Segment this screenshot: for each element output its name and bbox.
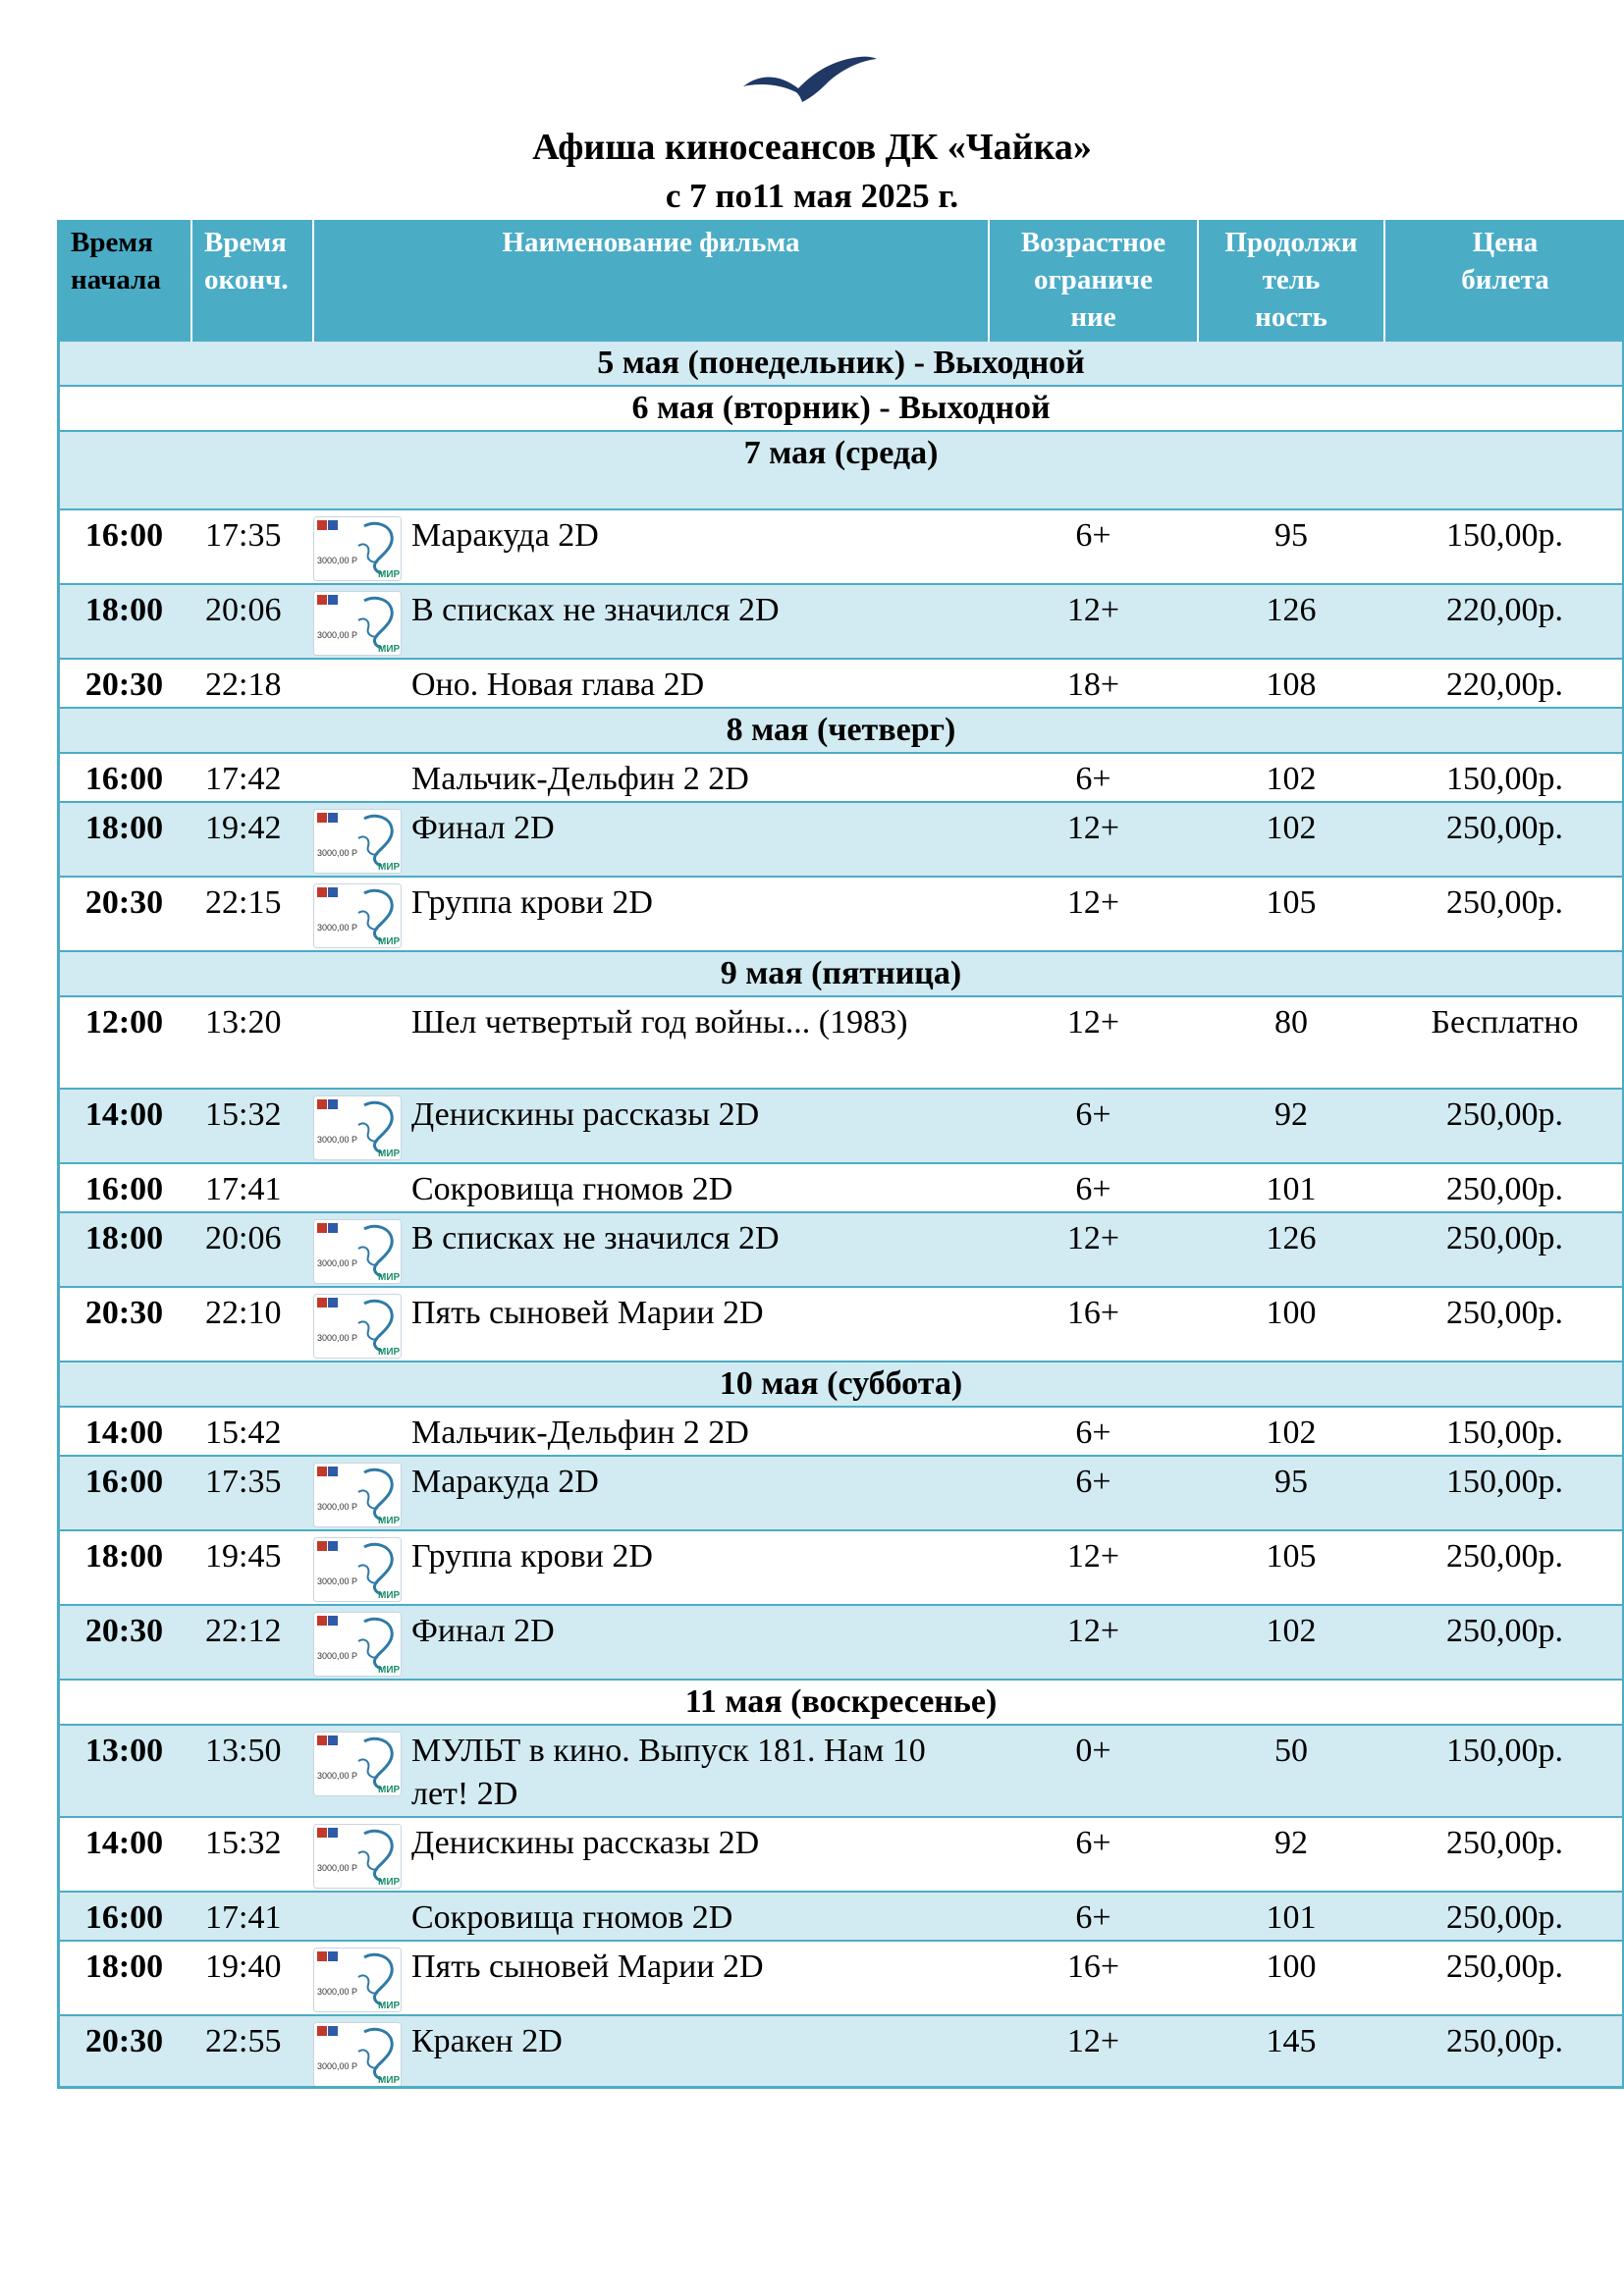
schedule-table [57,220,1624,2089]
showing-row [57,1530,1624,1605]
film-title: Пять сыновей Марии 2D [411,1949,764,1985]
showing-row [57,1287,1624,1362]
svg-text:3000,00 Р: 3000,00 Р [317,556,358,565]
day-label: 8 мая (четверг) [57,708,1624,753]
duration: 100 [1198,1941,1384,2015]
day-header-row [57,386,1624,431]
ticket-price: 150,00р. [1384,509,1624,584]
duration: 101 [1198,1163,1384,1212]
svg-text:3000,00 Р: 3000,00 Р [317,1987,358,1997]
pushkin-card-icon [313,1612,402,1677]
end-time: 17:35 [191,509,313,584]
showing-row [57,2015,1624,2089]
ticket-price: 250,00р. [1384,1089,1624,1163]
showing-row [57,802,1624,877]
age-rating: 18+ [989,659,1198,708]
age-rating: 12+ [989,584,1198,659]
header-age: Возрастное ограниче ние [989,220,1198,341]
pushkin-card-icon [313,1948,402,2012]
start-time: 16:00 [57,1456,191,1530]
pushkin-card-icon [313,1463,402,1527]
day-label: 9 мая (пятница) [57,951,1624,996]
day-header-row [57,1362,1624,1407]
showing-row [57,1163,1624,1212]
seagull-icon [741,51,879,106]
end-time: 17:42 [191,753,313,802]
pushkin-card-icon [313,1219,402,1284]
film-cell [313,877,989,951]
duration: 126 [1198,584,1384,659]
ticket-price: 250,00р. [1384,877,1624,951]
svg-text:3000,00 Р: 3000,00 Р [317,2061,358,2071]
film-title: Маракуда 2D [411,1464,599,1500]
header-price: Цена билета [1384,220,1624,341]
duration: 102 [1198,1605,1384,1680]
film-cell [313,1212,989,1287]
end-time: 15:32 [191,1817,313,1892]
svg-text:МИР: МИР [378,1347,401,1358]
end-time: 19:40 [191,1941,313,2015]
end-time: 20:06 [191,584,313,659]
table-header [57,220,1624,341]
svg-text:МИР: МИР [378,2001,401,2011]
end-time: 19:45 [191,1530,313,1605]
duration: 95 [1198,509,1384,584]
end-time: 22:10 [191,1287,313,1362]
age-rating: 6+ [989,1163,1198,1212]
age-rating: 6+ [989,1407,1198,1456]
film-title: В списках не значился 2D [411,592,780,628]
showing-row [57,1605,1624,1680]
duration: 108 [1198,659,1384,708]
ticket-price: 250,00р. [1384,1530,1624,1605]
ticket-price: 150,00р. [1384,753,1624,802]
end-time: 22:18 [191,659,313,708]
film-title: Денискины рассказы 2D [411,1096,760,1133]
film-title: Кракен 2D [411,2023,563,2059]
showing-row [57,1456,1624,1530]
svg-text:МИР: МИР [378,1272,401,1283]
day-label: 5 мая (понедельник) - Выходной [57,341,1624,386]
svg-text:МИР: МИР [378,1516,401,1526]
svg-text:3000,00 Р: 3000,00 Р [317,1502,358,1512]
duration: 102 [1198,802,1384,877]
age-rating: 6+ [989,1817,1198,1892]
showing-row [57,996,1624,1089]
film-cell [313,1456,989,1530]
svg-text:МИР: МИР [378,1877,401,1888]
svg-text:МИР: МИР [378,644,401,655]
film-title: Мальчик-Дельфин 2 2D [411,761,749,797]
duration: 80 [1198,996,1384,1089]
film-title: Маракуда 2D [411,517,599,554]
age-rating: 12+ [989,2015,1198,2089]
date-range: с 7 по11 мая 2025 г. [665,177,959,215]
start-time: 16:00 [57,1892,191,1941]
age-rating: 12+ [989,877,1198,951]
duration: 126 [1198,1212,1384,1287]
pushkin-card-icon [313,1537,402,1602]
svg-text:МИР: МИР [378,862,401,873]
start-time: 16:00 [57,1163,191,1212]
end-time: 17:41 [191,1163,313,1212]
start-time: 12:00 [57,996,191,1089]
film-title: Оно. Новая глава 2D [411,667,705,703]
film-cell [313,1287,989,1362]
pushkin-card-icon [313,591,402,656]
film-cell [313,802,989,877]
duration: 145 [1198,2015,1384,2089]
age-rating: 12+ [989,802,1198,877]
ticket-price: 250,00р. [1384,1817,1624,1892]
day-header-row [57,708,1624,753]
film-title: Мальчик-Дельфин 2 2D [411,1415,749,1451]
ticket-price: 250,00р. [1384,1212,1624,1287]
header-duration: Продолжи тель ность [1198,220,1384,341]
showing-row [57,509,1624,584]
showing-row [57,1407,1624,1456]
start-time: 13:00 [57,1725,191,1817]
pushkin-card-icon [313,809,402,874]
start-time: 16:00 [57,509,191,584]
day-label: 11 мая (воскресенье) [57,1680,1624,1725]
day-label: 6 мая (вторник) - Выходной [57,386,1624,431]
film-cell [313,996,989,1089]
age-rating: 6+ [989,509,1198,584]
age-rating: 6+ [989,1456,1198,1530]
svg-text:МИР: МИР [378,2075,401,2086]
day-header-row [57,951,1624,996]
end-time: 19:42 [191,802,313,877]
age-rating: 6+ [989,1089,1198,1163]
svg-text:3000,00 Р: 3000,00 Р [317,1863,358,1873]
age-rating: 12+ [989,1605,1198,1680]
start-time: 16:00 [57,753,191,802]
svg-text:3000,00 Р: 3000,00 Р [317,1771,358,1781]
header-film: Наименование фильма [313,220,989,341]
ticket-price: 220,00р. [1384,659,1624,708]
start-time: 14:00 [57,1817,191,1892]
film-title: Сокровища гномов 2D [411,1171,733,1207]
pushkin-card-icon [313,1294,402,1359]
end-time: 13:50 [191,1725,313,1817]
svg-text:МИР: МИР [378,936,401,947]
start-time: 18:00 [57,1212,191,1287]
ticket-price: 250,00р. [1384,1941,1624,2015]
duration: 102 [1198,753,1384,802]
day-header-row [57,341,1624,386]
start-time: 14:00 [57,1089,191,1163]
film-cell [313,1725,989,1817]
ticket-price: Бесплатно [1384,996,1624,1089]
film-cell [313,509,989,584]
svg-text:3000,00 Р: 3000,00 Р [317,1333,358,1343]
showing-row [57,1817,1624,1892]
film-title: Пять сыновей Марии 2D [411,1295,764,1331]
showing-row [57,659,1624,708]
film-title: В списках не значился 2D [411,1220,780,1256]
start-time: 20:30 [57,877,191,951]
age-rating: 0+ [989,1725,1198,1817]
svg-text:3000,00 Р: 3000,00 Р [317,630,358,640]
start-time: 20:30 [57,1287,191,1362]
end-time: 22:12 [191,1605,313,1680]
showing-row [57,877,1624,951]
film-cell [313,1407,989,1456]
ticket-price: 250,00р. [1384,802,1624,877]
start-time: 18:00 [57,802,191,877]
duration: 92 [1198,1817,1384,1892]
film-title: Денискины рассказы 2D [411,1825,760,1861]
age-rating: 16+ [989,1941,1198,2015]
header-end: Время оконч. [191,220,313,341]
svg-text:МИР: МИР [378,1785,401,1795]
pushkin-card-icon [313,1732,402,1796]
svg-text:3000,00 Р: 3000,00 Р [317,1135,358,1145]
age-rating: 12+ [989,1212,1198,1287]
start-time: 18:00 [57,584,191,659]
film-title: Группа крови 2D [411,884,653,921]
ticket-price: 250,00р. [1384,2015,1624,2089]
end-time: 20:06 [191,1212,313,1287]
start-time: 14:00 [57,1407,191,1456]
showing-row [57,1212,1624,1287]
day-label: 10 мая (суббота) [57,1362,1624,1407]
showing-row [57,1892,1624,1941]
ticket-price: 250,00р. [1384,1163,1624,1212]
film-cell [313,659,989,708]
end-time: 17:41 [191,1892,313,1941]
duration: 92 [1198,1089,1384,1163]
start-time: 20:30 [57,1605,191,1680]
film-cell [313,2015,989,2089]
start-time: 20:30 [57,659,191,708]
day-header-row [57,1680,1624,1725]
showing-row [57,1941,1624,2015]
film-title: Сокровища гномов 2D [411,1899,733,1936]
ticket-price: 150,00р. [1384,1456,1624,1530]
film-title: Шел четвертый год войны... (1983) [411,1004,908,1041]
age-rating: 12+ [989,1530,1198,1605]
svg-text:3000,00 Р: 3000,00 Р [317,1651,358,1661]
showing-row [57,584,1624,659]
svg-text:МИР: МИР [378,1590,401,1601]
end-time: 17:35 [191,1456,313,1530]
svg-text:3000,00 Р: 3000,00 Р [317,848,358,858]
pushkin-card-icon [313,1824,402,1889]
duration: 50 [1198,1725,1384,1817]
day-label: 7 мая (среда) [57,431,1624,509]
pushkin-card-icon [313,2022,402,2087]
end-time: 22:55 [191,2015,313,2089]
svg-text:3000,00 Р: 3000,00 Р [317,1576,358,1586]
start-time: 20:30 [57,2015,191,2089]
age-rating: 12+ [989,996,1198,1089]
svg-text:3000,00 Р: 3000,00 Р [317,923,358,933]
duration: 100 [1198,1287,1384,1362]
duration: 105 [1198,1530,1384,1605]
age-rating: 16+ [989,1287,1198,1362]
start-time: 18:00 [57,1941,191,2015]
ticket-price: 250,00р. [1384,1892,1624,1941]
showing-row [57,1725,1624,1817]
showing-row [57,753,1624,802]
svg-text:3000,00 Р: 3000,00 Р [317,1258,358,1268]
end-time: 15:32 [191,1089,313,1163]
film-title: Финал 2D [411,1613,555,1649]
end-time: 13:20 [191,996,313,1089]
svg-text:МИР: МИР [378,1665,401,1676]
film-cell [313,1530,989,1605]
end-time: 22:15 [191,877,313,951]
duration: 105 [1198,877,1384,951]
film-title: МУЛЬТ в кино. Выпуск 181. Нам 10 лет! 2D [411,1733,926,1812]
showing-row [57,1089,1624,1163]
film-cell [313,1817,989,1892]
film-title: Группа крови 2D [411,1538,653,1575]
film-cell [313,584,989,659]
day-header-row [57,431,1624,509]
pushkin-card-icon [313,883,402,948]
duration: 102 [1198,1407,1384,1456]
ticket-price: 220,00р. [1384,584,1624,659]
age-rating: 6+ [989,1892,1198,1941]
age-rating: 6+ [989,753,1198,802]
svg-text:МИР: МИР [378,569,401,580]
pushkin-card-icon [313,1095,402,1160]
film-cell [313,1163,989,1212]
duration: 95 [1198,1456,1384,1530]
svg-text:МИР: МИР [378,1148,401,1159]
film-cell [313,1941,989,2015]
ticket-price: 250,00р. [1384,1605,1624,1680]
pushkin-card-icon [313,516,402,581]
film-cell [313,1892,989,1941]
duration: 101 [1198,1892,1384,1941]
film-cell [313,1089,989,1163]
end-time: 15:42 [191,1407,313,1456]
page-title: Афиша киносеансов ДК «Чайка» [532,127,1092,168]
header-start: Время начала [57,220,191,341]
ticket-price: 150,00р. [1384,1725,1624,1817]
start-time: 18:00 [57,1530,191,1605]
schedule-body [57,341,1624,2089]
ticket-price: 250,00р. [1384,1287,1624,1362]
film-cell [313,753,989,802]
film-title: Финал 2D [411,810,555,846]
film-cell [313,1605,989,1680]
ticket-price: 150,00р. [1384,1407,1624,1456]
